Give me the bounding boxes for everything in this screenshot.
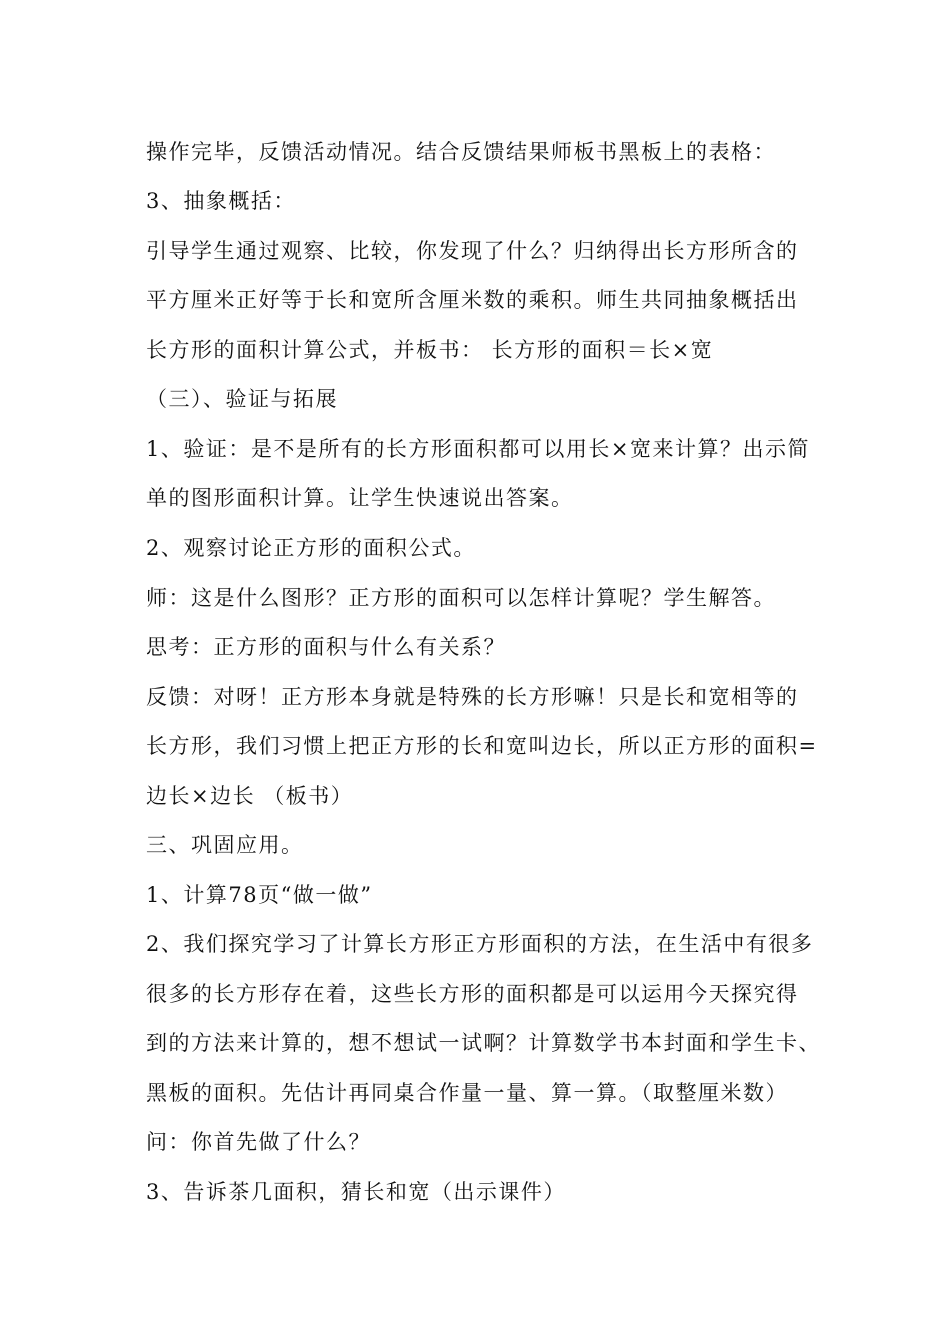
text-line: 很多的长方形存在着，这些长方形的面积都是可以运用今天探究得 <box>146 982 799 1006</box>
text-line: 长方形，我们习惯上把正方形的长和宽叫边长，所以正方形的面积= <box>146 734 818 758</box>
section-heading: 三、巩固应用。 <box>146 833 304 857</box>
text-line: 3、抽象概括： <box>146 189 296 213</box>
text-line: 到的方法来计算的，想不想试一试啊？计算数学书本封面和学生卡、 <box>146 1031 821 1055</box>
text-line: 边长×边长 （板书） <box>146 784 354 808</box>
text-line: 平方厘米正好等于长和宽所含厘米数的乘积。师生共同抽象概括出 <box>146 288 799 312</box>
text-line: 师：这是什么图形？正方形的面积可以怎样计算呢？学生解答。 <box>146 586 776 610</box>
text-line: 2、我们探究学习了计算长方形正方形面积的方法，在生活中有很多 <box>146 932 814 956</box>
text-line: 反馈：对呀！正方形本身就是特殊的长方形嘛！只是长和宽相等的 <box>146 685 799 709</box>
text-line: 1、验证：是不是所有的长方形面积都可以用长×宽来计算？出示简 <box>146 437 810 461</box>
text-line: 2、观察讨论正方形的面积公式。 <box>146 536 476 560</box>
text-line: 思考：正方形的面积与什么有关系？ <box>146 635 506 659</box>
text-line: 长方形的面积计算公式，并板书： 长方形的面积＝长×宽 <box>146 338 714 362</box>
text-line: 1、计算78页“做一做” <box>146 883 373 907</box>
text-line: 黑板的面积。先估计再同桌合作量一量、算一算。（取整厘米数） <box>146 1081 788 1105</box>
text-line: 问：你首先做了什么？ <box>146 1130 371 1154</box>
text-line: 3、告诉茶几面积，猜长和宽（出示课件） <box>146 1180 566 1204</box>
section-heading: （三）、验证与拓展 <box>146 387 338 411</box>
text-line: 引导学生通过观察、比较，你发现了什么？归纳得出长方形所含的 <box>146 239 799 263</box>
text-line: 操作完毕，反馈活动情况。结合反馈结果师板书黑板上的表格： <box>146 140 776 164</box>
text-line: 单的图形面积计算。让学生快速说出答案。 <box>146 486 574 510</box>
